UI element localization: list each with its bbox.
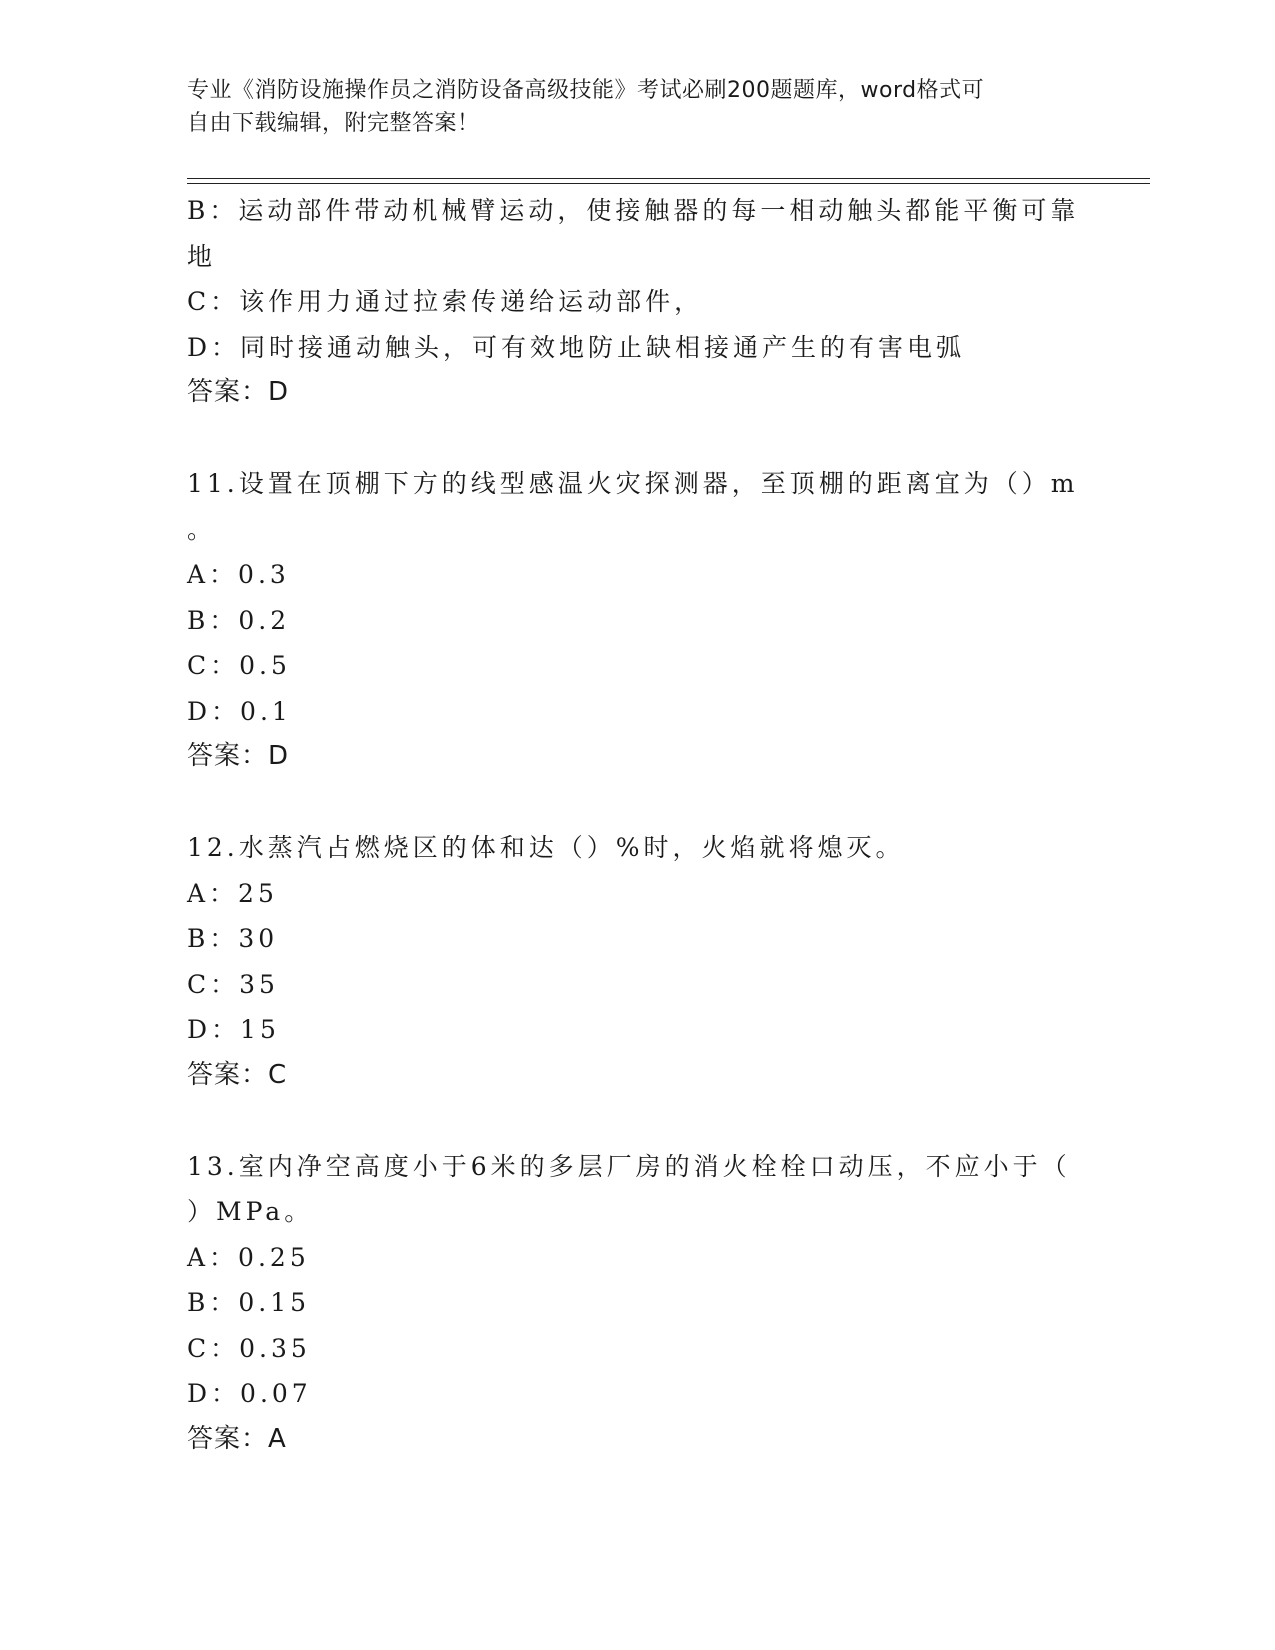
header-line-1: 专业《消防设施操作员之消防设备高级技能》考试必刷200题题库，word格式可 xyxy=(187,78,985,103)
question-stem-line-1: 11.设置在顶棚下方的线型感温火灾探测器，至顶棚的距离宜为（）m xyxy=(187,469,1079,498)
question-block-10 xyxy=(187,188,1087,416)
question-stem-line-1: 13.室内净空高度小于6米的多层厂房的消火栓栓口动压，不应小于（ xyxy=(187,1151,1071,1181)
answer-line: 答案：D xyxy=(187,377,290,407)
option-a: A：0.25 xyxy=(187,1242,310,1272)
question-stem-line-2: 。 xyxy=(187,514,217,544)
option-d: D：同时接通动触头，可有效地防止缺相接通产生的有害电弧 xyxy=(187,332,966,362)
option-b-line-2: 地 xyxy=(187,241,217,271)
answer-line: 答案：D xyxy=(187,741,290,771)
option-c: C：35 xyxy=(187,969,279,999)
question-content xyxy=(187,188,1087,1462)
header-line-2: 自由下载编辑，附完整答案！ xyxy=(187,111,480,136)
option-d: D：15 xyxy=(187,1015,280,1044)
option-a: A：0.3 xyxy=(187,560,290,589)
option-c: C：该作用力通过拉索传递给运动部件， xyxy=(187,287,704,316)
spacer xyxy=(187,416,1087,462)
option-c: C：0.35 xyxy=(187,1333,311,1363)
question-block-11 xyxy=(187,461,1087,780)
header-divider-bottom xyxy=(187,183,1150,184)
header-divider-top xyxy=(187,178,1150,179)
spacer xyxy=(187,780,1087,826)
option-b: B：0.15 xyxy=(187,1288,311,1317)
option-c: C：0.5 xyxy=(187,651,291,680)
option-b: B：0.2 xyxy=(187,605,291,635)
option-a: A：25 xyxy=(187,878,278,908)
question-block-12 xyxy=(187,825,1087,1098)
option-d: D：0.1 xyxy=(187,696,292,726)
option-b-line-1: B：运动部件带动机械臂运动，使接触器的每一相动触头都能平衡可靠 xyxy=(187,196,1080,225)
option-b: B：30 xyxy=(187,924,279,953)
option-d: D：0.07 xyxy=(187,1379,312,1408)
answer-line: 答案：A xyxy=(187,1423,287,1454)
answer-line: 答案：C xyxy=(187,1059,288,1090)
question-block-13 xyxy=(187,1144,1087,1463)
document-header xyxy=(187,74,1067,140)
question-stem: 12.水蒸汽占燃烧区的体和达（）%时，火焰就将熄灭。 xyxy=(187,833,905,862)
spacer xyxy=(187,1098,1087,1144)
question-stem-line-2: ）MPa。 xyxy=(187,1197,314,1226)
